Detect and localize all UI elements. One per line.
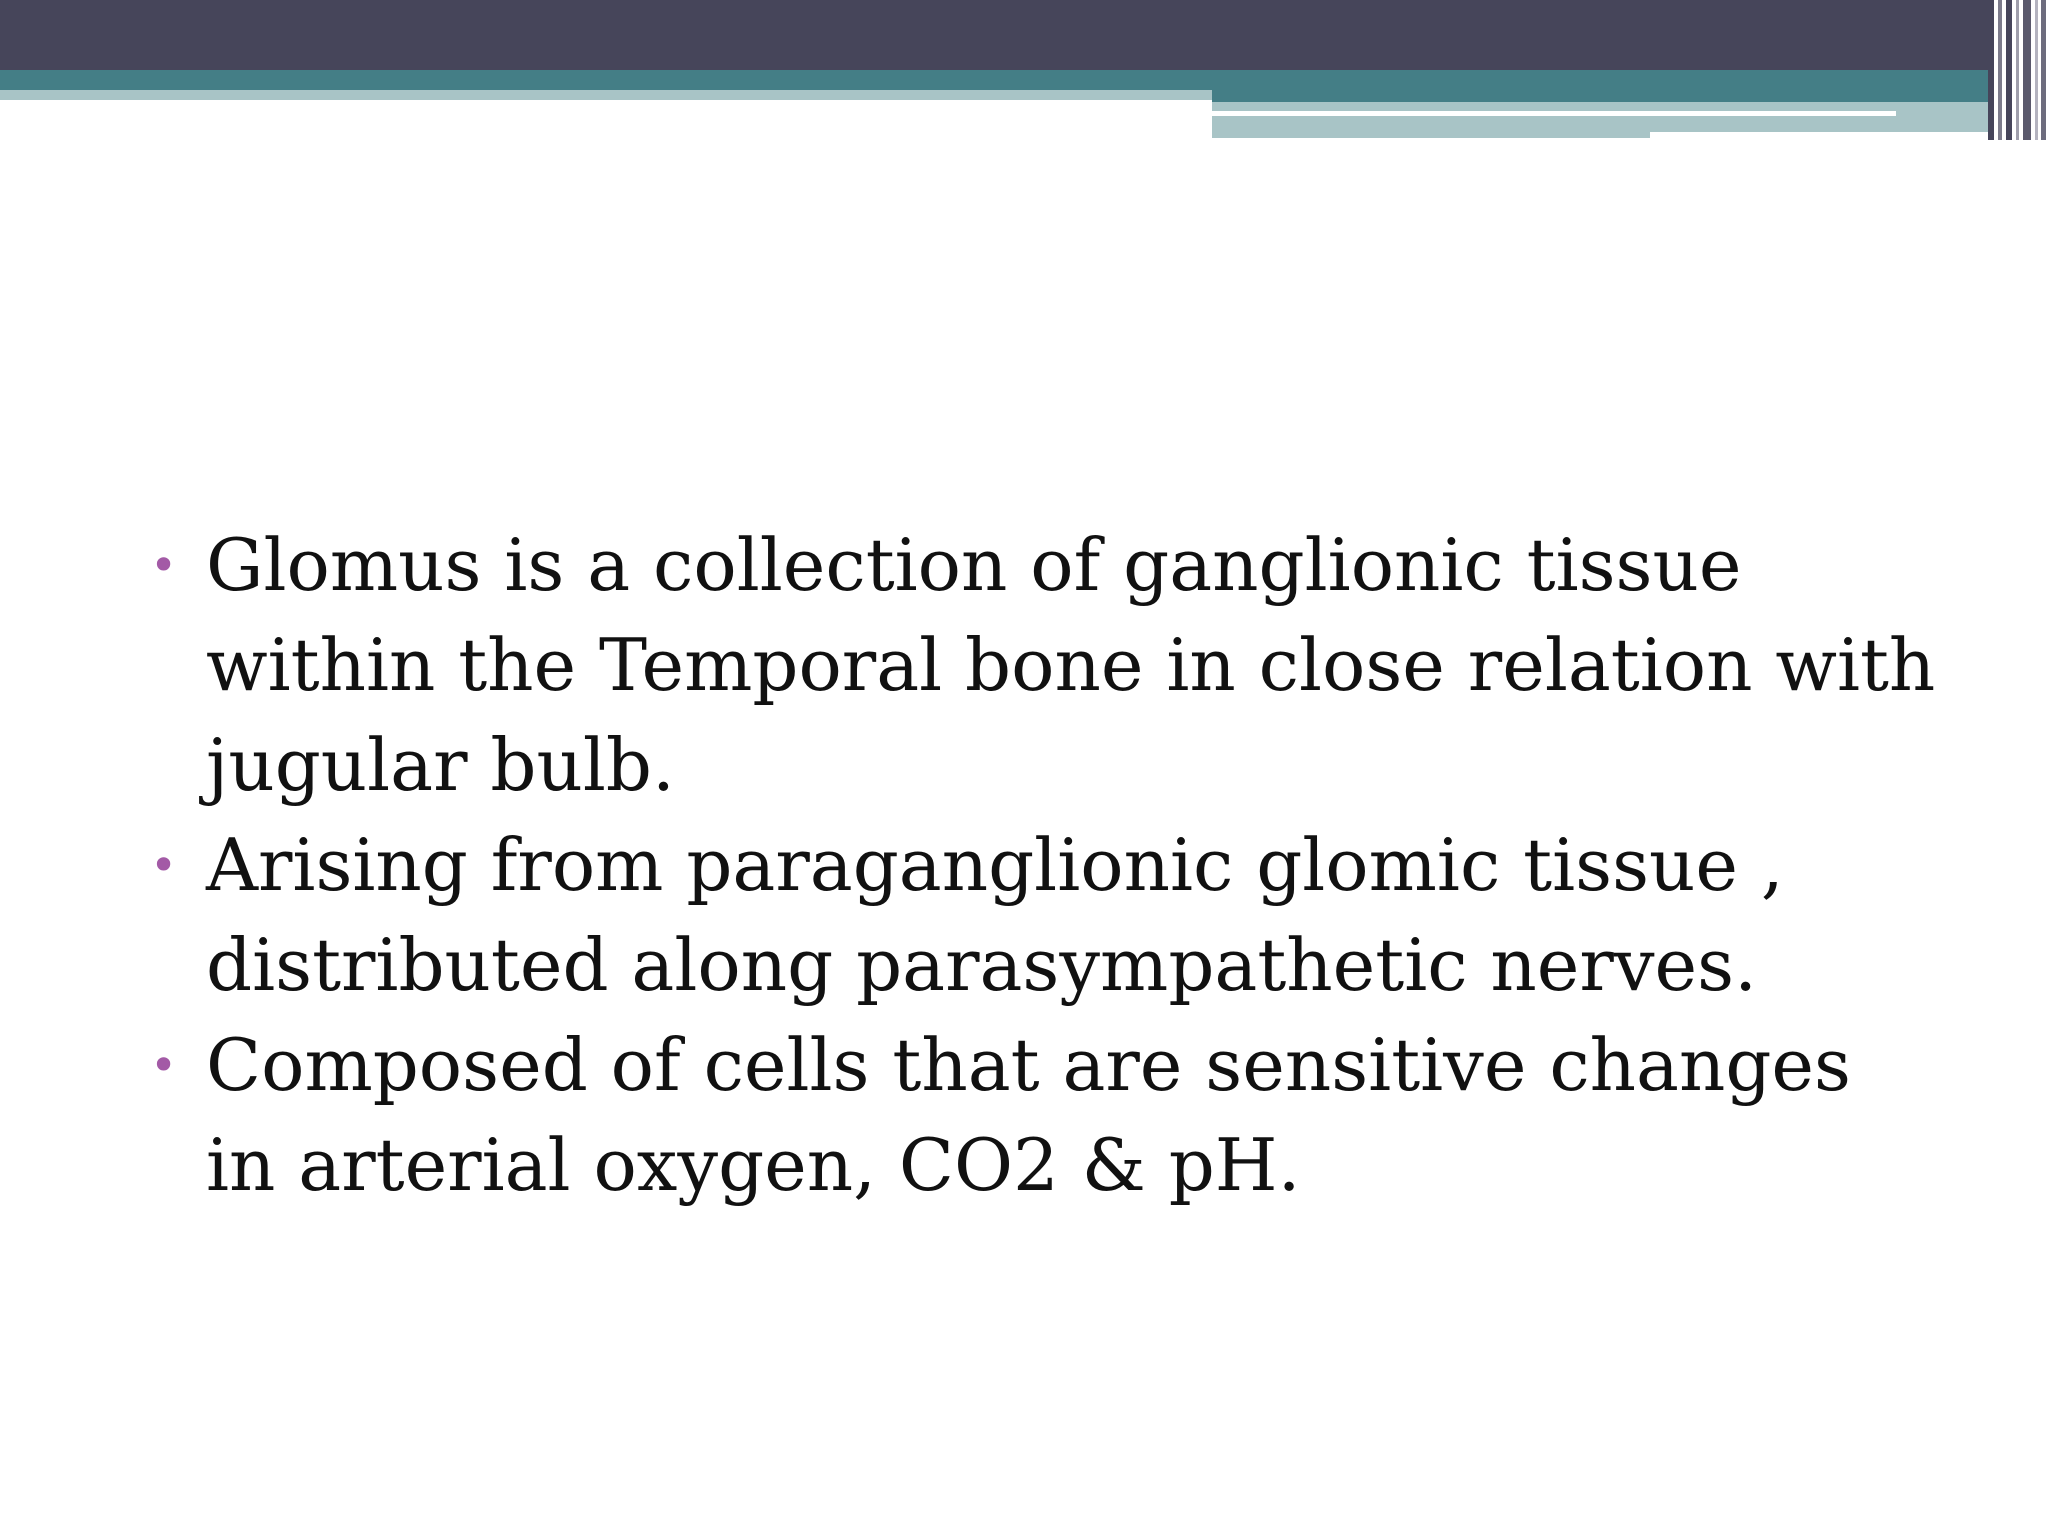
bullet-item: [140, 815, 1940, 1015]
bullet-item: [140, 515, 1940, 815]
header-band-light: [0, 90, 1212, 100]
header-band-teal: [0, 70, 1988, 90]
header-band-light-right-end: [1650, 116, 1988, 132]
bullet-text: Arising from paraganglionic glomic tissue , distributed along parasympathetic nerves.: [206, 823, 1784, 1007]
bullet-dot-icon: •: [150, 538, 178, 592]
header-band-teal-right: [1212, 90, 1988, 102]
edge-stripe: [2035, 0, 2038, 140]
edge-stripe: [2041, 0, 2046, 140]
slide-body: [140, 515, 1940, 1215]
edge-stripe: [2006, 0, 2012, 140]
edge-stripe: [2016, 0, 2019, 140]
bullet-text: Glomus is a collection of ganglionic tissue within the Temporal bone in close relation with jugular bulb.: [206, 523, 1936, 807]
bullet-text: Composed of cells that are sensitive changes in arterial oxygen, CO2 & pH.: [206, 1023, 1851, 1207]
header-band-dark: [0, 0, 1988, 70]
bullet-dot-icon: •: [150, 838, 178, 892]
edge-stripe: [1998, 0, 2002, 140]
bullet-item: [140, 1015, 1940, 1215]
bullet-dot-icon: •: [150, 1038, 178, 1092]
edge-stripe: [2023, 0, 2031, 140]
header-edge-stripes: [1988, 0, 2048, 140]
edge-stripe: [1988, 0, 1994, 140]
bullet-list: [140, 515, 1940, 1215]
header-band-light-right-lower: [1212, 116, 1650, 138]
